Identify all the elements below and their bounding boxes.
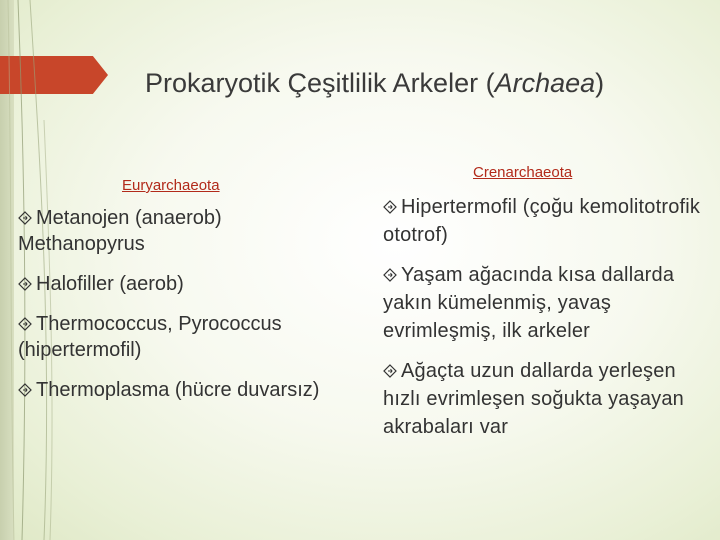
diamond-bullet-icon [383,200,397,214]
right-column [383,193,703,453]
title-italic: Archaea [494,68,596,98]
left-column-heading: Euryarchaeota [122,177,220,194]
list-item-text: Metanojen (anaerob) Methanopyrus [18,207,222,255]
list-item-text: Ağaçta uzun dallarda yerleşen hızlı evrimleşen soğukta yaşayan akrabaları var [383,360,684,438]
list-item [18,311,348,363]
list-item-text: Halofiller (aerob) [36,273,184,295]
slide-title [145,68,705,99]
list-item [383,193,703,249]
list-item-text: Thermococcus, Pyrococcus (hipertermofil) [18,313,282,361]
list-item [383,357,703,441]
list-item [383,261,703,345]
title-accent-arrow [0,56,108,94]
list-item-text: Hipertermofil (çoğu kemolitotrofik ototrof) [383,196,701,246]
list-item [18,205,348,257]
diamond-bullet-icon [383,364,397,378]
title-close: ) [595,68,605,98]
left-column [18,205,348,417]
diamond-bullet-icon [18,317,32,331]
list-item [18,271,348,297]
diamond-bullet-icon [18,277,32,291]
right-column-heading: Crenarchaeota [473,164,573,181]
diamond-bullet-icon [18,211,32,225]
list-item-text: Yaşam ağacında kısa dallarda yakın kümelenmiş, yavaş evrimleşmiş, ilk arkeler [383,264,675,342]
diamond-bullet-icon [18,383,32,397]
list-item-text: Thermoplasma (hücre duvarsız) [36,379,320,401]
diamond-bullet-icon [383,268,397,282]
title-main: Prokaryotik Çeşitlilik Arkeler ( [145,68,495,98]
list-item [18,377,348,403]
